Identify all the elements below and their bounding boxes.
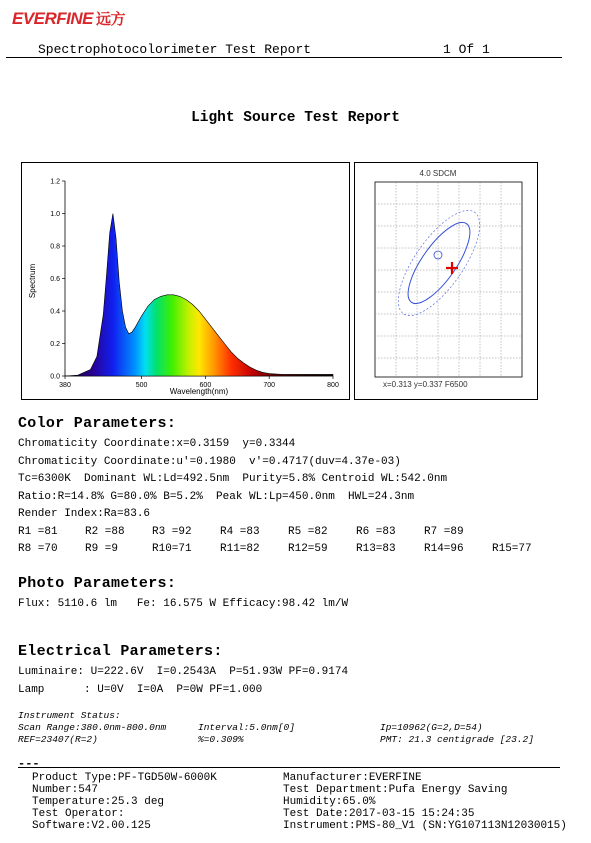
y-tick-label: 0.6 (50, 276, 60, 283)
manufacturer: Manufacturer:EVERFINE (283, 772, 422, 784)
y-tick-label: 0.2 (50, 341, 60, 348)
luminaire-line: Luminaire: U=222.6V I=0.2543A P=51.93W PF=0.9174 (18, 666, 349, 678)
x-tick-label: 500 (135, 382, 148, 389)
x-tick-label: 600 (199, 382, 212, 389)
y-tick-label: 1.0 (50, 211, 60, 218)
r-value: R11=82 (220, 543, 260, 555)
chromaticity-xy: Chromaticity Coordinate:x=0.3159 y=0.3344 (18, 438, 296, 450)
r-value: R9 =9 (85, 543, 119, 555)
test-department: Test Department:Pufa Energy Saving (283, 784, 508, 796)
electrical-parameters-heading: Electrical Parameters: (18, 643, 223, 660)
spectrum-area (65, 214, 333, 377)
pmt-value: PMT: 21.3 centigrade [23.2] (380, 734, 534, 745)
x-axis-label: Wavelength(nm) (169, 387, 229, 396)
r-value: R1 =81 (18, 526, 58, 538)
humidity: Humidity:65.0% (283, 796, 376, 808)
instrument-id: Instrument:PMS-80_V1 (SN:YG107113N12030015) (283, 820, 567, 832)
r-value: R15=77 (492, 543, 532, 555)
y-axis-label: Spectrum (28, 263, 37, 299)
render-index-line: Render Index:Ra=83.6 (18, 508, 151, 520)
y-tick-label: 1.2 (50, 178, 60, 186)
r-value: R13=83 (356, 543, 396, 555)
r-value: R3 =92 (152, 526, 192, 538)
ratio-line: Ratio:R=14.8% G=80.0% B=5.2% Peak WL:Lp=450.0nm HWL=24.3nm (18, 491, 415, 503)
sdcm-chart (355, 163, 537, 399)
lamp-line: Lamp : U=0V I=0A P=0W PF=1.000 (18, 684, 263, 696)
percent-value: %=0.309% (198, 734, 244, 745)
sdcm-title: 4.0 SDCM (419, 169, 457, 178)
temperature: Temperature:25.3 deg (32, 796, 165, 808)
color-temperature-line: Tc=6300K Dominant WL:Ld=492.5nm Purity=5.8% Centroid WL:542.0nm (18, 473, 448, 485)
interval: Interval:5.0nm[0] (198, 722, 295, 733)
spectrum-chart (22, 163, 349, 399)
x-tick-label: 380 (59, 382, 71, 389)
y-tick-label: 0.8 (50, 243, 60, 251)
sdcm-chart-panel (354, 162, 538, 400)
footer-marker: --- (18, 757, 40, 771)
scan-range: Scan Range:380.0nm-800.0nm (18, 722, 167, 733)
ref-value: REF=23407(R=2) (18, 734, 98, 745)
product-type: Product Type:PF-TGD50W-6000K (32, 772, 217, 784)
r-value: R7 =89 (424, 526, 464, 538)
ip-value: Ip=10962(G=2,D=54) (380, 722, 483, 733)
r-value: R12=59 (288, 543, 328, 555)
test-operator: Test Operator: (32, 808, 125, 820)
r-value: R2 =88 (85, 526, 125, 538)
footer-divider (18, 767, 560, 768)
x-tick-label: 700 (263, 382, 276, 389)
photo-parameters-heading: Photo Parameters: (18, 575, 177, 592)
sdcm-annotation: x=0.313 y=0.337 F6500 (383, 380, 468, 389)
brand-name: EVERFINE (12, 9, 94, 28)
r-value: R8 =70 (18, 543, 58, 555)
x-tick-label: 800 (327, 382, 339, 389)
y-tick-label: 0.4 (50, 308, 60, 316)
report-name: Spectrophotocolorimeter Test Report (38, 42, 312, 57)
page-title: Light Source Test Report (191, 110, 400, 126)
sdcm-plot-area (375, 182, 522, 377)
r-value: R6 =83 (356, 526, 396, 538)
color-parameters-heading: Color Parameters: (18, 415, 177, 432)
brand-logo (12, 8, 125, 29)
r-value: R4 =83 (220, 526, 260, 538)
test-date: Test Date:2017-03-15 15:24:35 (283, 808, 475, 820)
software: Software:V2.00.125 (32, 820, 151, 832)
instrument-status-title: Instrument Status: (18, 710, 121, 721)
r-value: R10=71 (152, 543, 192, 555)
brand-name-cn: 远方 (96, 11, 126, 28)
number: Number:547 (32, 784, 99, 796)
flux-line: Flux: 5110.6 lm Fe: 16.575 W Efficacy:98.42 lm/W (18, 598, 349, 610)
r-value: R14=96 (424, 543, 464, 555)
y-tick-label: 0.0 (50, 373, 60, 381)
page-indicator: 1 Of 1 (443, 42, 490, 57)
chromaticity-uv: Chromaticity Coordinate:u'=0.1980 v'=0.4717(duv=4.37e-03) (18, 456, 401, 468)
header-divider (6, 57, 562, 58)
spectrum-chart-panel (21, 162, 350, 400)
r-value: R5 =82 (288, 526, 328, 538)
